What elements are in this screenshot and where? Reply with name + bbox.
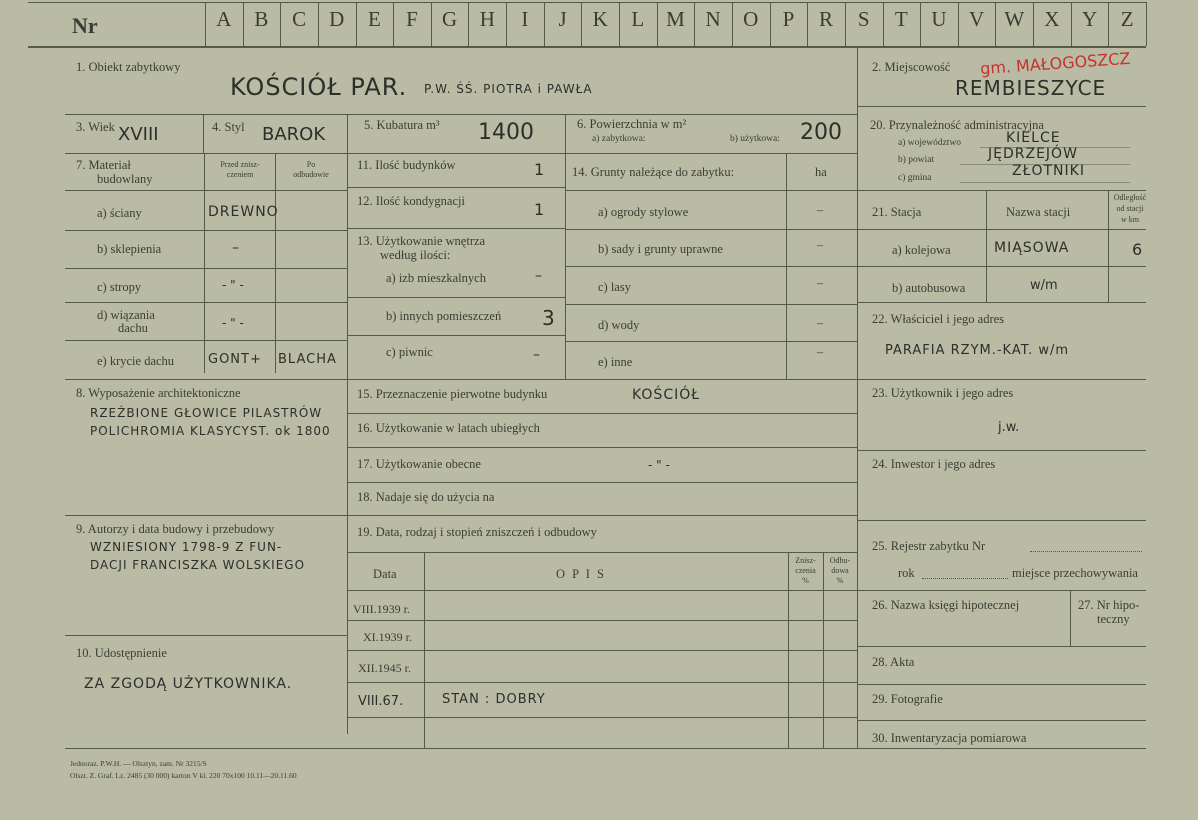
letter-separator [1146, 2, 1147, 46]
f13-b-value: 3 [542, 306, 555, 330]
f21-a-dist: 6 [1132, 240, 1143, 259]
header-top-line [28, 2, 1146, 3]
f13-label-2: według ilości: [380, 248, 451, 262]
f19-col-dest-1: Znisz- [795, 556, 816, 565]
f19-line-4 [347, 717, 857, 718]
mid-section-line [65, 379, 857, 380]
f7-head-line [65, 190, 347, 191]
f21-line-a [857, 266, 1146, 267]
f20-bottom-line [857, 190, 1146, 191]
f23-label: 23. Użytkownik i jego adres [872, 386, 1014, 400]
f12-value: 1 [534, 200, 545, 219]
f15-bottom-line [347, 413, 857, 414]
f25-dotted-1 [1030, 551, 1142, 553]
f14-line-a [565, 229, 857, 230]
f21-head-line [857, 229, 1146, 230]
f21-col-div-2 [1108, 190, 1109, 302]
f14-row-e-label: e) inne [598, 355, 633, 369]
f19-col-date: Data [373, 567, 397, 581]
f7-row-d-label-1: d) wiązania [97, 308, 155, 322]
f2-label: 2. Miejscowość [872, 60, 951, 74]
f7-row-a-before: DREWNO [208, 204, 279, 220]
f7-col-after-1: Po [306, 160, 316, 169]
f21-a-name: MIĄSOWA [994, 240, 1070, 256]
f21-label: 21. Stacja [872, 205, 922, 219]
f25-dotted-2 [922, 578, 1008, 580]
f26-bottom-line [857, 646, 1146, 647]
f2-value: REMBIESZYCE [955, 76, 1107, 100]
f5-value: 1400 [478, 120, 534, 145]
letter-c: C [292, 7, 307, 31]
f4-value: BAROK [262, 124, 326, 145]
f19-line-3 [347, 682, 857, 683]
f19-col-dest-2: czenia [795, 566, 816, 575]
f8-label: 8. Wyposażenie architektoniczne [76, 386, 241, 400]
f7-row-e-label: e) krycie dachu [97, 354, 175, 368]
f3-value: XVIII [118, 124, 159, 145]
f29-label: 29. Fotografie [872, 692, 943, 706]
letter-f: F [406, 7, 418, 31]
f20-c-value: ZŁOTNIKI [1012, 163, 1085, 179]
f8-line-2: POLICHROMIA KLASYCYST. ok 1800 [90, 424, 331, 438]
col-divider-347 [347, 114, 348, 734]
f7-row-d-before: - " - [222, 316, 244, 330]
f20-a-label: a) województwo [898, 138, 962, 148]
f29-bottom-line [857, 720, 1146, 721]
letter-u: U [931, 7, 947, 31]
letter-r: R [819, 7, 834, 31]
f8-line-1: RZEŹBIONE GŁOWICE PILASTRÓW [90, 406, 323, 420]
f17-bottom-line [347, 482, 857, 483]
f14-row-c-val: – [817, 276, 824, 290]
letter-p: P [782, 7, 795, 31]
f6-label: 6. Powierzchnia w m² [577, 117, 687, 131]
f22-bottom-line [857, 379, 1146, 380]
f20-b-label: b) powiat [898, 155, 935, 165]
letter-w: W [1004, 7, 1025, 31]
f1-value-main: KOŚCIÓŁ PAR. [230, 73, 408, 101]
f26-27-divider [1070, 590, 1071, 646]
f13-b-label: b) innych pomieszczeń [386, 309, 502, 323]
f19-col-desc: O P I S [556, 567, 607, 581]
f9-line-1: WZNIESIONY 1798-9 Z FUN- [90, 540, 283, 554]
letter-y: Y [1081, 7, 1098, 31]
f12-bottom-line [347, 228, 565, 229]
f10-label: 10. Udostępnienie [76, 646, 167, 660]
f25-miejsce: miejsce przechowywania [1012, 566, 1138, 580]
f7-row-e-after: BLACHA [278, 352, 337, 367]
f14-line-c [565, 304, 857, 305]
f11-bottom-line [347, 187, 565, 188]
f4-label: 4. Styl [212, 120, 245, 134]
f27-label-1: 27. Nr hipo- [1078, 598, 1140, 612]
f20-c-underline [960, 182, 1130, 183]
f19-col-rebuild-2: dowa [831, 566, 849, 575]
f21-b-name: w/m [1030, 278, 1058, 293]
f7-col-before-2: czeniem [226, 170, 254, 179]
f19-row2-date: XI.1939 r. [363, 630, 412, 644]
f15-label: 15. Przeznaczenie pierwotne budynku [357, 387, 548, 401]
header-bottom-line [28, 46, 1146, 48]
f9-label: 9. Autorzy i data budowy i przebudowy [76, 522, 275, 536]
f3-label: 3. Wiek [76, 120, 115, 134]
letter-g: G [442, 7, 458, 31]
f23-value: j.w. [998, 420, 1020, 435]
f21-col-div-1 [986, 190, 987, 302]
f19-label: 19. Data, rodzaj i stopień zniszczeń i odbudowy [357, 525, 597, 539]
f7-line-d [65, 340, 347, 341]
letter-j: J [558, 7, 567, 31]
f7-row-d-label-2: dachu [118, 321, 148, 335]
f6-sub-a: a) zabytkowa: [592, 134, 646, 144]
f16-bottom-line [347, 447, 857, 448]
f6-value-b: 200 [800, 120, 842, 145]
f19-line-1 [347, 620, 857, 621]
f6-sub-b: b) użytkowa: [730, 134, 780, 144]
f14-head-line [565, 190, 857, 191]
f14-row-d-label: d) wody [598, 318, 640, 332]
f17-value: - " - [648, 458, 670, 472]
f13-line-b [347, 335, 565, 336]
f14-unit: ha [815, 165, 827, 179]
f14-row-e-val: – [817, 345, 824, 359]
f21-col-name: Nazwa stacji [1006, 205, 1071, 219]
f21-col-dist-1: Odległość [1113, 193, 1147, 202]
f13-line-a [347, 297, 565, 298]
letter-n: N [705, 7, 721, 31]
letter-i: I [521, 7, 529, 31]
f21-col-dist-2: od stacji [1116, 204, 1144, 213]
letter-o: O [743, 7, 759, 31]
f7-col-after-2: odbudowie [293, 170, 329, 179]
f14-row-d-val: – [817, 316, 824, 330]
f30-label: 30. Inwentaryzacja pomiarowa [872, 731, 1027, 745]
letter-s: S [857, 7, 870, 31]
f14-row-b-val: – [817, 238, 824, 252]
letter-l: L [631, 7, 645, 31]
f14-row-c-label: c) lasy [598, 280, 631, 294]
f20-a-value: KIELCE [1006, 130, 1061, 146]
f2-red-note: gm. MAŁOGOSZCZ [979, 48, 1131, 79]
f15-value: KOŚCIÓŁ [632, 387, 701, 403]
f25-rok: rok [898, 566, 915, 580]
f9-line-2: DACJI FRANCISZKA WOLSKIEGO [90, 558, 306, 572]
f21-b-label: b) autobusowa [892, 281, 966, 295]
f13-a-value: – [535, 268, 542, 284]
f1-label: 1. Obiekt zabytkowy [76, 60, 181, 74]
f16-label: 16. Użytkowanie w latach ubiegłych [357, 421, 540, 435]
f17-label: 17. Użytkowanie obecne [357, 457, 481, 471]
row2-bottom-line [65, 153, 857, 154]
f23-bottom-line [857, 450, 1146, 451]
f18-label: 18. Nadaje się do użycia na [357, 490, 495, 504]
f5-label: 5. Kubatura m³ [364, 118, 440, 132]
f24-label: 24. Inwestor i jego adres [872, 457, 996, 471]
f19-line-2 [347, 650, 857, 651]
f25-label: 25. Rejestr zabytku Nr [872, 539, 986, 553]
f7-line-a [65, 230, 347, 231]
f14-line-b [565, 266, 857, 267]
f7-line-b [65, 268, 347, 269]
f9-bottom-line [65, 635, 347, 636]
f7-label-2: budowlany [97, 172, 153, 186]
f14-label: 14. Grunty należące do zabytku: [572, 165, 735, 179]
f26-label: 26. Nazwa księgi hipotecznej [872, 598, 1020, 612]
f28-bottom-line [857, 684, 1146, 685]
f28-label: 28. Akta [872, 655, 915, 669]
f19-row4-desc: STAN : DOBRY [442, 692, 546, 707]
f20-label: 20. Przynależność administracyjna [870, 118, 1044, 132]
f7-row-c-label: c) stropy [97, 280, 142, 294]
f27-label-2: teczny [1097, 612, 1130, 626]
f7-line-c [65, 302, 347, 303]
f11-value: 1 [534, 160, 545, 179]
right-column-divider [857, 48, 858, 748]
footer-line-2: Olszt. Z. Graf. Lz. 2485 (30 000) karton V kl. 220 70x100 10.11—20.11.60 [70, 771, 297, 780]
f21-col-dist-3: w km [1121, 215, 1139, 224]
letter-z: Z [1120, 7, 1134, 31]
f14-row-a-val: – [817, 203, 824, 217]
f13-label-1: 13. Użytkowanie wnętrza [357, 234, 486, 248]
f12-label: 12. Ilość kondygnacji [357, 194, 465, 208]
f22-label: 22. Właściciel i jego adres [872, 312, 1005, 326]
f19-row1-date: VIII.1939 r. [353, 602, 410, 616]
f2-bottom-line [857, 106, 1146, 107]
letter-a: A [216, 7, 232, 31]
letter-d: D [329, 7, 345, 31]
footer-line-1: Jednoraz. P.W.H. — Olsztyn, zam. Nr 3215/S [70, 759, 207, 768]
f7-row-b-label: b) sklepienia [97, 242, 162, 256]
f7-label-1: 7. Materiał [76, 158, 131, 172]
f7-row-b-before: – [232, 240, 239, 256]
f20-b-value: JĘDRZEJÓW [988, 146, 1078, 162]
letter-x: X [1044, 7, 1060, 31]
letter-m: M [666, 7, 685, 31]
f19-col-rebuild-3: % [836, 576, 844, 585]
f19-head-line [347, 590, 857, 591]
f13-a-label: a) izb mieszkalnych [386, 271, 486, 285]
f7-row-a-label: a) ściany [97, 206, 142, 220]
f19-row3-date: XII.1945 r. [358, 661, 411, 675]
letter-k: K [592, 7, 608, 31]
f1-value-sub: P.W. ŚŚ. PIOTRA i PAWŁA [424, 82, 593, 96]
letter-e: E [367, 7, 381, 31]
letter-v: V [969, 7, 985, 31]
f21-a-label: a) kolejowa [892, 243, 951, 257]
f25-bottom-line [857, 590, 1146, 591]
f7-col-before-1: Przed znisz- [220, 160, 260, 169]
div-3-4 [203, 114, 204, 154]
letter-t: T [894, 7, 908, 31]
f22-value: PARAFIA RZYM.-KAT. w/m [885, 343, 1070, 358]
card-bottom-line [65, 748, 1146, 749]
f11-label: 11. Ilość budynków [357, 158, 456, 172]
f19-col-rebuild-1: Odbu- [829, 556, 851, 565]
letter-h: H [479, 7, 495, 31]
f19-row4-date: VIII.67. [358, 694, 404, 709]
f14-line-d [565, 341, 857, 342]
nr-label: Nr [72, 13, 98, 38]
letter-b: B [254, 7, 269, 31]
row1-bottom-line [65, 114, 857, 115]
f13-c-value: – [533, 347, 540, 363]
f13-c-label: c) piwnic [386, 345, 433, 359]
f20-c-label: c) gmina [898, 173, 932, 183]
f24-bottom-line [857, 520, 1146, 521]
f21-bottom-line [857, 302, 1146, 303]
f7-row-e-before: GONT+ [208, 352, 262, 367]
f7-row-c-before: - " - [222, 278, 244, 292]
f19-col-dest-3: % [802, 576, 809, 585]
lower-section-line [65, 515, 857, 516]
f14-row-b-label: b) sady i grunty uprawne [598, 242, 723, 256]
f10-value: ZA ZGODĄ UŻYTKOWNIKA. [84, 676, 293, 692]
f14-row-a-label: a) ogrody stylowe [598, 205, 689, 219]
